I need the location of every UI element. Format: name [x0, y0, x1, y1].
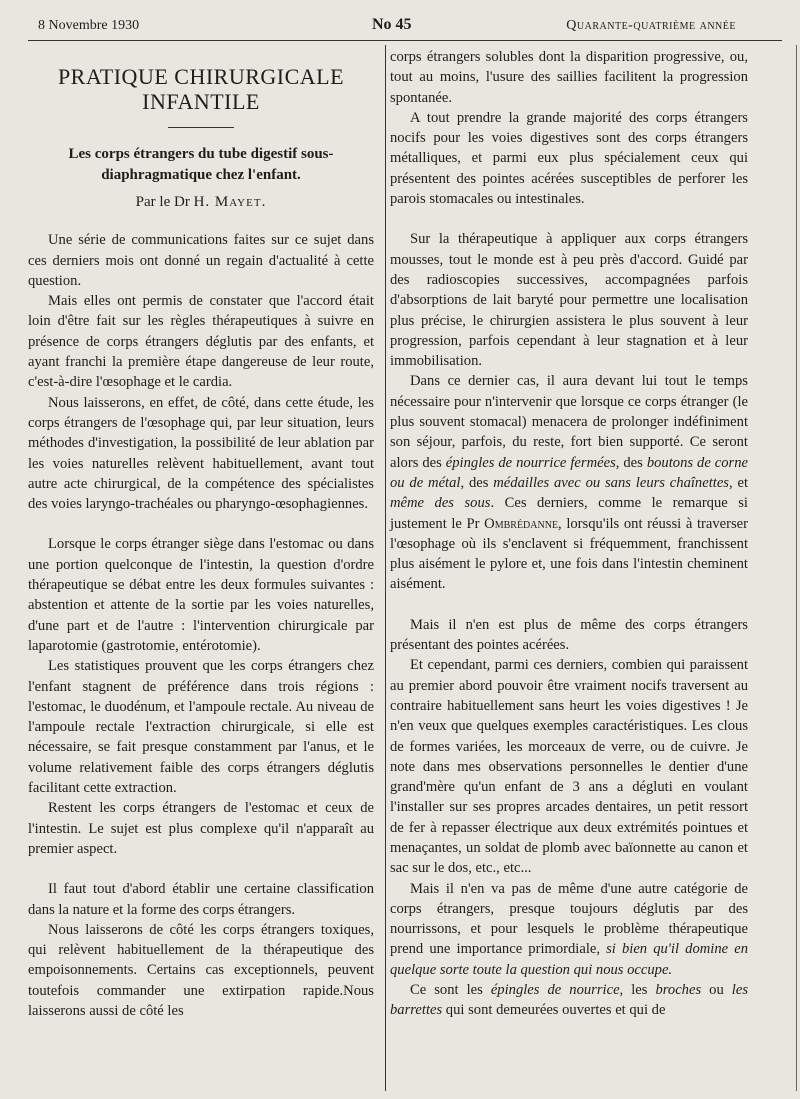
paragraph: Sur la thérapeutique à appliquer aux corps étrangers mousses, tout le monde est à peu près d'accord. Guidé par des radioscopies successives, accompagnées parfois d'absorptions de lait baryté pour permettre une localisation plus précise, le chirurgien assistera le plus souvent à leur progression, parfois cependant à leur stagnation et à leur immobilisation.	[390, 231, 748, 370]
page-edge-rule	[796, 45, 797, 1091]
paragraph: Et cependant, parmi ces derniers, combien qui paraissent au premier abord pouvoir être vraiment nocifs traversent au contraire habituellement sans heurt les voies digestives ! Je n'en veux que quelques exemples caractéristiques. Les clous de formes variées, les morceaux de verre, ou de cuivre. Je note dans mes observations personnelles le dentier d'une grand'mère qu'un enfant de 3 ans a dégluti en voulant l'installer sur ses propres arcades dentaires, un petit ressort de fer à repasser électrique aux deux extrémités pointues et menaçantes, un soldat de plomb avec baïonnette au canon et sac sur le dos, etc., etc...	[390, 657, 748, 877]
issue-number: No 45	[372, 16, 412, 33]
article-subtitle: Les corps étrangers du tube digestif sous-diaphragmatique chez l'enfant.	[68, 146, 334, 183]
paragraph: Lorsque le corps étranger siège dans l'estomac ou dans une portion quelconque de l'intestin, la question d'ordre thérapeutique se débat entre les deux formules suivantes : abstention et attente de la sortie par les voies naturelles, d'une part et de l'autre : l'intervention chirurgicale par laparotomie (gastrotomie, entérotomie).	[28, 536, 374, 654]
byline	[28, 192, 374, 212]
italic-phrase: même des sous	[390, 495, 491, 512]
author-name: H. Mayet.	[193, 194, 267, 210]
paragraph: Nous laisserons de côté les corps étrangers toxiques, qui relèvent habituellement de la thérapeutique des empoisonnements. Certains cas exceptionnels, peuvent toutefois commander une extirpation rapide.Nous laisserons aussi de côté les	[28, 921, 374, 1019]
section-title-line1: PRATIQUE CHIRURGICALE	[57, 64, 345, 89]
paragraph: Mais elles ont permis de constater que l'accord était loin d'être fait sur les règles thérapeutiques à suivre en présence de corps étrangers déglutis par des enfants, et ayant franchi la première étape dangereuse de leur route, c'est-à-dire l'œsophage et le cardia.	[28, 293, 374, 391]
right-column	[390, 47, 748, 1021]
cited-author: Ombrédanne	[484, 515, 559, 532]
italic-phrase: épingles de nourrice fermées	[445, 454, 616, 471]
paragraph: Une série de communications faites sur ce sujet dans ces derniers mois ont donné un regain d'actualité à cette question.	[28, 232, 374, 289]
italic-phrase: les barrettes	[390, 982, 748, 1019]
header-rule	[28, 40, 782, 41]
italic-phrase: broches	[655, 982, 702, 999]
paragraph: Restent les corps étrangers de l'estomac et ceux de l'intestin. Le sujet est plus complexe qu'il n'apparaît au premier aspect.	[28, 800, 374, 857]
paragraph: Nous laisserons, en effet, de côté, dans cette étude, les corps étrangers de l'œsophage qui, par leur situation, leurs méthodes d'investigation, la possibilité de leur ablation par les voies naturelles relèvent habituellement, avant tout autre acte chirurgical, de la compétence des spécialistes des voies laryngo-trachéales ou pharyngo-œsophagiennes.	[28, 394, 374, 513]
title-rule	[168, 127, 234, 128]
italic-phrase: épingles de nourrice	[490, 982, 620, 999]
paragraph: Les statistiques prouvent que les corps étrangers chez l'enfant stagnent de préférence dans trois régions : l'estomac, le duodénum, et l'ampoule rectale. Au niveau de l'ampoule rectale l'extraction chirurgicale, si elle est nécessaire, se fait presque constamment par l'anus, et le volume relativement faible des corps étrangers déglutis facilitant cette extraction.	[28, 658, 374, 797]
italic-phrase: si bien qu'il domine en quelque sorte toute la question qui nous occupe.	[390, 941, 748, 978]
issue-date: 8 Novembre 1930	[38, 18, 140, 33]
page-header	[18, 14, 786, 38]
paragraph: Dans ce dernier cas, il aura devant lui tout le temps nécessaire pour n'intervenir que lorsque ce corps étranger (le plus souvent stomacal) menacera de prolonger indéfiniment son séjour, parfois, du reste, fort bien supporté. Ce seront alors des épingles de nourrice fermées, des boutons de corne ou de métal, des médailles avec ou sans leurs chaînettes, et même des sous. Ces derniers, comme le remarque si justement le Pr Ombrédanne, lorsqu'ils ont réussi à traverser l'œsophage où ils s'enclavent si fréquemment, franchissent plus aisément le pylore et, une fois dans l'intestin cheminent aisément.	[390, 373, 748, 593]
section-title-line2: INFANTILE	[142, 89, 260, 114]
paragraph: Il faut tout d'abord établir une certaine classification dans la nature et la forme des corps étrangers.	[28, 881, 374, 918]
italic-phrase: médailles avec ou sans leurs chaînettes	[493, 474, 729, 491]
paragraph: Ce sont les épingles de nourrice, les broches ou les barrettes qui sont demeurées ouvertes et qui de	[390, 982, 748, 1019]
column-divider	[385, 45, 386, 1091]
volume-year: Quarante-quatrième année	[566, 18, 736, 33]
italic-phrase: boutons de corne ou de métal	[390, 454, 748, 491]
left-column	[28, 47, 374, 1021]
paragraph: Mais il n'en est plus de même des corps étrangers présentant des pointes acérées.	[390, 616, 748, 654]
paragraph: corps étrangers solubles dont la disparition progressive, ou, tout au moins, l'usure des saillies facilitent la progression spontanée.	[390, 49, 748, 106]
byline-prefix: Par le Dr	[135, 194, 190, 210]
section-title	[28, 64, 374, 114]
paragraph: Mais il n'en va pas de même d'une autre catégorie de corps étrangers, presque toujours déglutis par des nourrissons, et pour lesquels le problème thérapeutique prend une importance primordiale, si bien qu'il domine en quelque sorte toute la question qui nous occupe.	[390, 880, 748, 978]
paragraph: A tout prendre la grande majorité des corps étrangers nocifs pour les voies digestives sont des corps étrangers métalliques, et parmi eux plus spécialement ceux qui présentent des pointes acérées susceptibles de perforer les parois stomacales ou intestinales.	[390, 109, 748, 208]
